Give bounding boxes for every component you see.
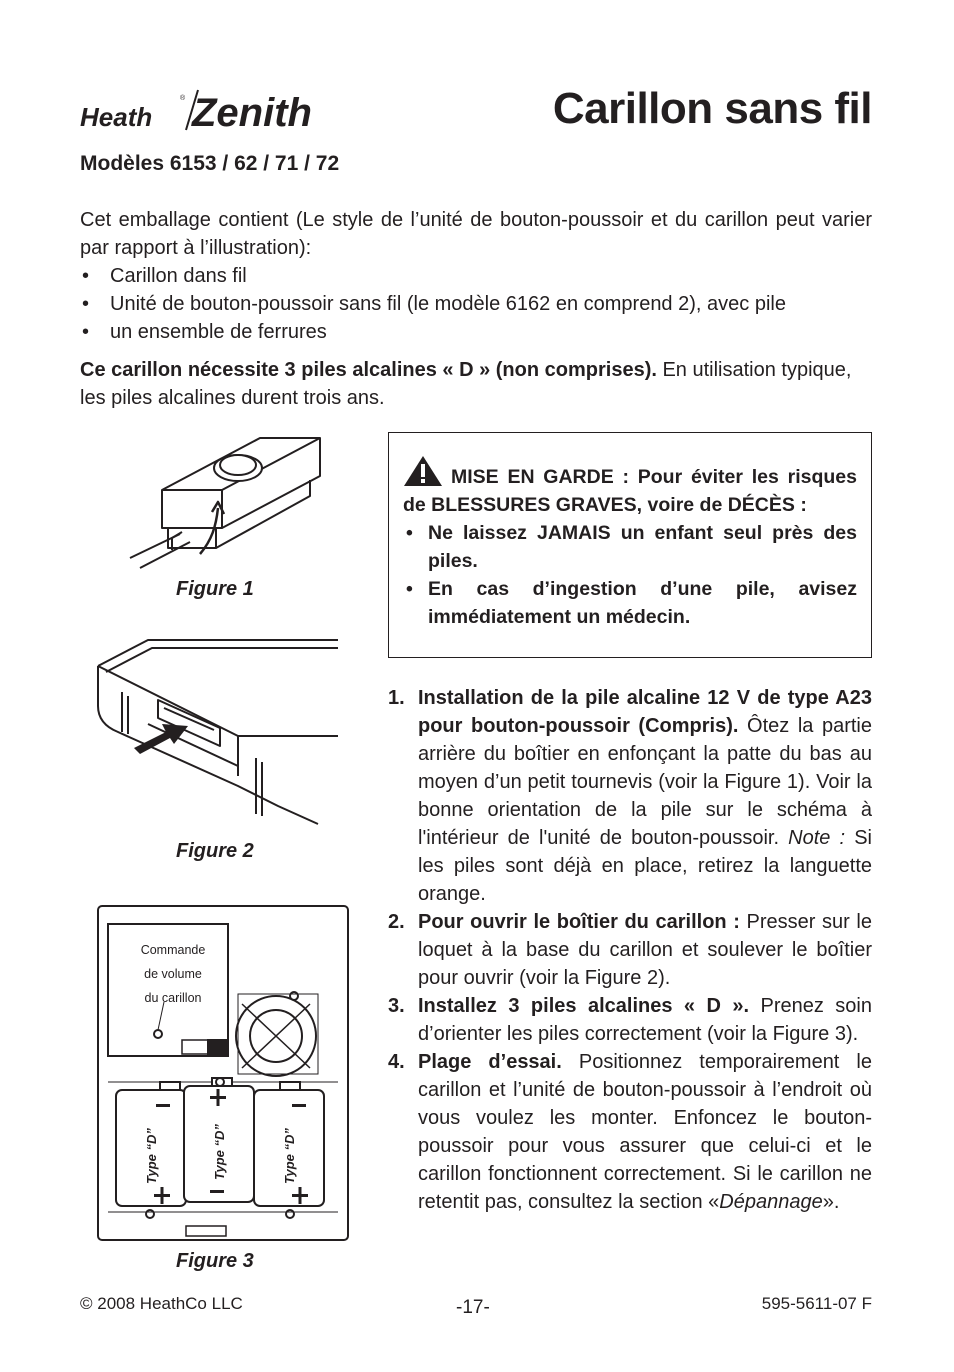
step-item	[388, 992, 872, 1048]
battery-requirement-text: En utilisation typique, les piles alcalines durent trois ans.	[80, 359, 852, 409]
warning-list	[403, 519, 857, 631]
list-item: • Unité de bouton-poussoir sans fil (le modèle 6162 en comprend 2), avec pile	[80, 290, 872, 318]
svg-text:Zenith: Zenith	[192, 91, 312, 132]
volume-label-line: de volume	[144, 967, 202, 981]
figure-3-caption: Figure 3	[176, 1250, 254, 1272]
step-number: 2.	[388, 911, 405, 933]
step-number: 4.	[388, 1051, 405, 1073]
warning-item: • En cas d’ingestion d’une pile, avisez immédiatement un médecin.	[403, 575, 857, 631]
step-italic: Note :	[788, 827, 846, 849]
step-text: Prenez soin d’orienter les piles correctement (voir la Figure 3).	[418, 995, 872, 1045]
figure-2-caption: Figure 2	[176, 840, 254, 862]
page-number: -17-	[456, 1297, 490, 1318]
figure-3-drawing	[96, 904, 350, 1244]
battery-label: Type “D”	[282, 1128, 297, 1184]
battery-requirement	[80, 356, 872, 412]
svg-text:Heath: Heath	[80, 102, 153, 132]
step-text: Ôtez la partie arrière du boîtier en enfonçant la patte du bas au moyen d’un petit tournevis (voir la Figure 1). Voir la bonne orientation de la pile sur le schéma à l'intérieur de l'unité de bouton-poussoir.	[418, 715, 872, 849]
step-number: 3.	[388, 995, 405, 1017]
volume-label-line: du carillon	[144, 991, 202, 1005]
step-heading: Installation de la pile alcaline 12 V de type A23 pour bouton-poussoir (Compris).	[418, 687, 872, 737]
battery-label: Type “D”	[212, 1124, 227, 1180]
warning-triangle-icon	[403, 455, 443, 487]
step-heading: Installez 3 piles alcalines « D ».	[418, 995, 750, 1017]
warning-item: • Ne laissez JAMAIS un enfant seul près des piles.	[403, 519, 857, 575]
package-contents	[80, 206, 872, 346]
step-item	[388, 1048, 872, 1216]
step-heading: Pour ouvrir le boîtier du carillon :	[418, 911, 740, 933]
battery-requirement-bold: Ce carillon nécessite 3 piles alcalines « D » (non comprises).	[80, 359, 657, 381]
copyright: © 2008 HeathCo LLC	[80, 1294, 243, 1313]
warning-heading	[403, 455, 857, 519]
step-number: 1.	[388, 687, 405, 709]
intro-text: Cet emballage contient (Le style de l’unité de bouton-poussoir et du carillon peut varier par rapport à l’illustration):	[80, 209, 872, 259]
warning-heading-text: MISE EN GARDE : Pour éviter les risques de BLESSURES GRAVES, voire de DÉCÈS :	[403, 466, 857, 516]
step-item	[388, 908, 872, 992]
list-item: • un ensemble de ferrures	[80, 318, 872, 346]
heath-zenith-logo	[80, 86, 360, 132]
warning-box	[388, 432, 872, 658]
step-text: Presser sur le loquet à la base du carillon et soulever le boîtier pour ouvrir (voir la Figure 2).	[418, 911, 872, 989]
figure-1-caption: Figure 1	[176, 578, 254, 600]
page-title: Carillon sans fil	[552, 84, 872, 133]
models-heading: Modèles 6153 / 62 / 71 / 72	[80, 152, 340, 175]
instruction-steps	[388, 684, 872, 1216]
step-item	[388, 684, 872, 908]
step-heading: Plage d’essai.	[418, 1051, 562, 1073]
step-italic: Dépannage	[719, 1191, 823, 1213]
svg-text:®: ®	[180, 95, 186, 102]
figure-2-drawing	[88, 636, 338, 826]
figure-1-drawing	[120, 430, 340, 580]
document-code: 595-5611-07 F	[761, 1294, 872, 1313]
list-item: • Carillon dans fil	[80, 262, 872, 290]
volume-label-line: Commande	[140, 943, 206, 957]
step-text: ».	[822, 1191, 840, 1213]
step-text: Si les piles sont déjà en place, retirez la languette orange.	[418, 827, 873, 905]
step-text: Positionnez temporairement le carillon et l’unité de bouton-poussoir à l’endroit où vous voulez les monter. Enfoncez le bouton-poussoir pour vous assurer que celui-ci et le carillon fonctionnent correctement. Si le carillon ne retentit pas, consultez la section «	[418, 1051, 872, 1213]
contents-list	[80, 262, 872, 346]
battery-label: Type “D”	[144, 1128, 159, 1184]
